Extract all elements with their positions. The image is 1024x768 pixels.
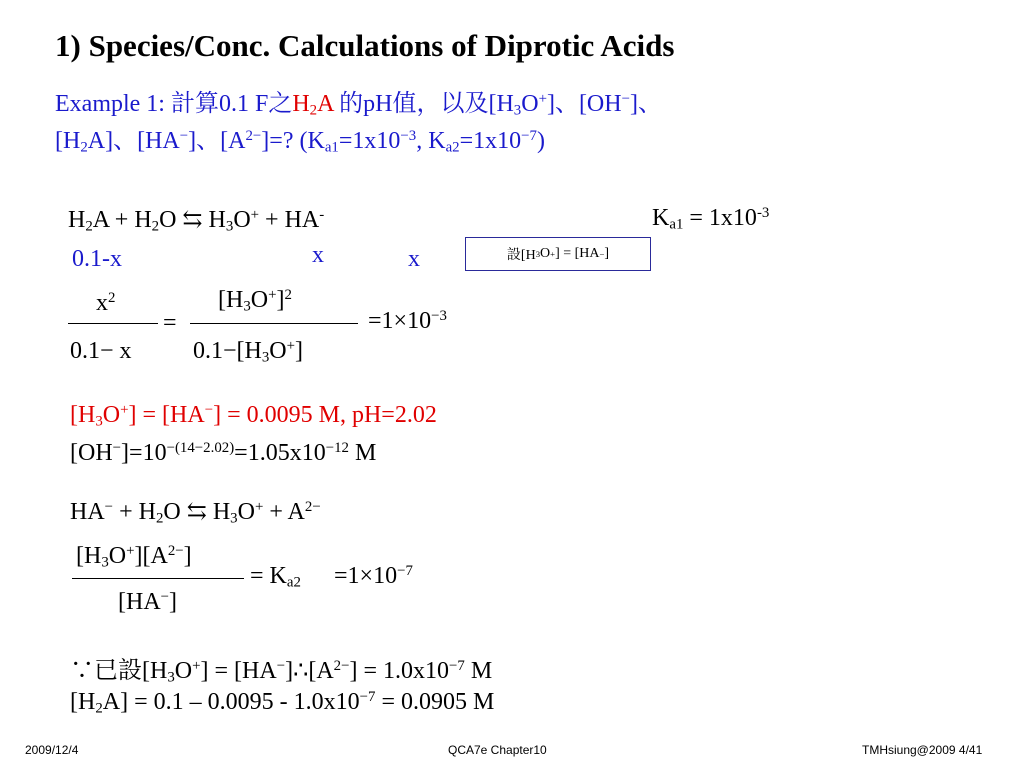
acid-formula: $H_2A$ — [292, 91, 334, 119]
eq2-fraction-line — [72, 578, 244, 579]
x-under-ha: x — [408, 246, 420, 272]
eq2-rhs: $=1\times 10^{-7}$ — [334, 562, 413, 589]
ka1-value: $K_{a1} = 1x10^{-3}$ — [652, 204, 770, 233]
result-h2a: $[H_2A] = 0.1 - 0.0095 - 1.0x10^{-7} = 0.0905$ M — [70, 688, 495, 717]
footer-date: 2009/12/4 — [25, 743, 79, 757]
result-a2minus: ∵已設$[H_3O^+]$ = $[HA^-]\therefore[A^{2-}] = 1.0x10^{-7}$ M — [70, 657, 493, 686]
result-h3o-ha: $[H_3O^+] = [HA^-] = 0.0095$ M, pH=2.02 — [70, 401, 437, 430]
slide-title: 1) Species/Conc. Calculations of Diprotic Acids — [55, 28, 675, 63]
eq1-fraction-line-1 — [68, 323, 158, 324]
eq1-denominator-1: 0.1− x — [70, 338, 132, 364]
eq2-ka2: = $K_{a2}$ — [250, 563, 301, 591]
eq2-denominator: [HA−] — [118, 588, 178, 615]
footer-page: TMHsiung@2009 4/41 — [862, 743, 983, 757]
assumption-box: 設[H 3 O + ] = [HA − ] — [465, 237, 651, 271]
reaction-2: $HA^- + H_2O$ ⇆ $H_3O^+ + A^{2-}$ — [70, 498, 321, 527]
result-oh: $[OH^-]=10^{-(14-2.02)}=1.05x10^{-12}$ M — [70, 439, 377, 466]
eq1-rhs: $=1\times 10^{-3}$ — [368, 307, 447, 334]
eq1-numerator-1: $x^2$ — [96, 289, 116, 316]
eq1-numerator-2: $[H_3O^+]^2$ — [218, 286, 292, 315]
eq2-numerator: $[H_3O^+][A^{2-}]$ — [76, 542, 192, 571]
example-line-1: Example 1: 計算0.1 F之$H_2A$ 的pH值，以及$[H_3O^+]$、[OH−]、 — [55, 90, 662, 119]
reaction-1: $H_2A + H_2O$ ⇆ $H_3O^+ + HA^-$ — [68, 206, 325, 235]
eq1-equals: = — [163, 310, 177, 336]
example-line-2: $[H_2A]$、[HA−]、$[A^{2-}]=$? ($K_{a1}=1x10^{-3}$, $K_{a2}=1x10^{-7}$) — [55, 127, 545, 156]
eq1-fraction-line-2 — [190, 323, 358, 324]
x-under-h3o: x — [312, 242, 324, 268]
eq1-denominator-2: $0.1-[H_3O^+]$ — [193, 337, 304, 366]
footer-chapter: QCA7e Chapter10 — [448, 743, 547, 757]
initial-conc: 0.1-x — [72, 246, 122, 272]
